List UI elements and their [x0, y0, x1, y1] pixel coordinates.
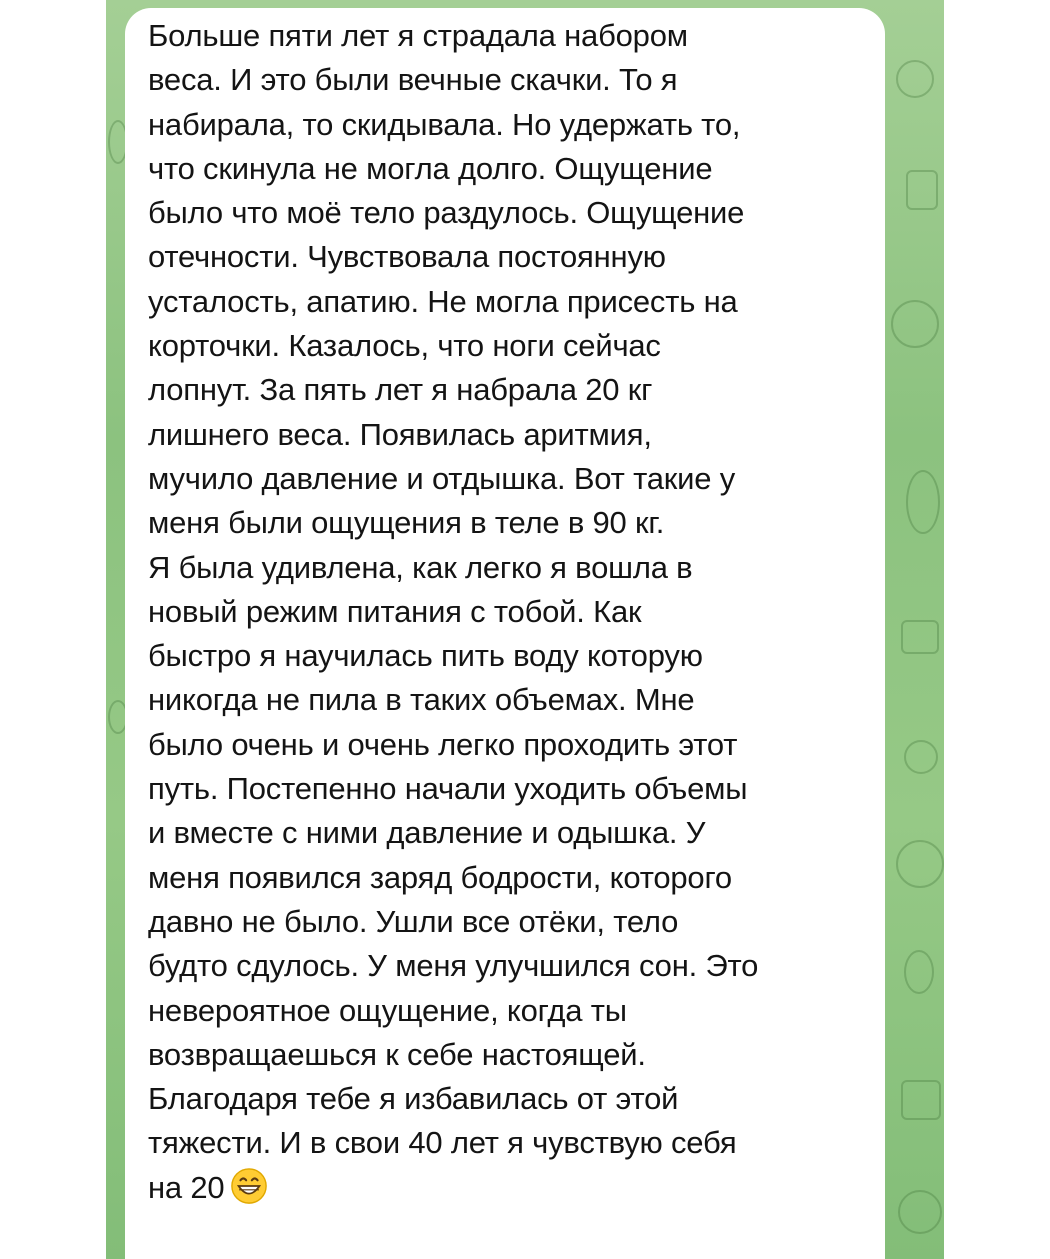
message-line: усталость, апатию. Не могла присесть на	[148, 283, 738, 319]
message-line: меня появился заряд бодрости, которого	[148, 859, 732, 895]
message-line: новый режим питания с тобой. Как	[148, 593, 642, 629]
message-line: возвращаешься к себе настоящей.	[148, 1036, 646, 1072]
message-line: что скинула не могла долго. Ощущение	[148, 150, 713, 186]
message-line: лишнего веса. Появилась аритмия,	[148, 416, 652, 452]
message-line: отечности. Чувствовала постоянную	[148, 239, 666, 275]
wallpaper-doodle	[904, 740, 938, 774]
message-line: Больше пяти лет я страдала набором	[148, 18, 688, 53]
message-line: невероятное ощущение, когда ты	[148, 992, 627, 1028]
message-line: корточки. Казалось, что ноги сейчас	[148, 328, 661, 364]
message-line: было очень и очень легко проходить этот	[148, 726, 738, 762]
wallpaper-doodle	[896, 840, 944, 888]
wallpaper-doodle	[891, 300, 939, 348]
message-text	[148, 14, 868, 1210]
message-line: было что моё тело раздулось. Ощущение	[148, 195, 745, 231]
message-line: будто сдулось. У меня улучшился сон. Это	[148, 948, 759, 984]
wallpaper-doodle	[904, 950, 934, 994]
message-line: тяжести. И в свои 40 лет я чувствую себя	[148, 1125, 737, 1161]
grinning-face-emoji	[230, 1167, 268, 1205]
message-line: на 20	[148, 1169, 225, 1205]
message-line: быстро я научилась пить воду которую	[148, 638, 703, 674]
message-line: и вместе с ними давление и одышка. У	[148, 815, 706, 851]
wallpaper-doodle	[898, 1190, 942, 1234]
message-line: путь. Постепенно начали уходить объемы	[148, 771, 748, 807]
message-line: никогда не пила в таких объемах. Мне	[148, 682, 695, 718]
wallpaper-doodle	[906, 470, 940, 534]
message-line: лопнут. За пять лет я набрала 20 кг	[148, 372, 653, 408]
message-last-line	[148, 1166, 868, 1210]
wallpaper-doodle	[901, 620, 939, 654]
message-line: мучило давление и отдышка. Вот такие у	[148, 460, 736, 496]
wallpaper-doodle	[901, 1080, 941, 1120]
message-line: давно не было. Ушли все отёки, тело	[148, 903, 679, 939]
message-line: Я была удивлена, как легко я вошла в	[148, 549, 693, 585]
message-line: меня были ощущения в теле в 90 кг.	[148, 505, 665, 541]
wallpaper-doodle	[906, 170, 938, 210]
message-line: набирала, то скидывала. Но удержать то,	[148, 106, 741, 142]
message-line: Благодаря тебе я избавилась от этой	[148, 1081, 679, 1117]
message-line: веса. И это были вечные скачки. То я	[148, 62, 678, 98]
wallpaper-doodle	[896, 60, 934, 98]
